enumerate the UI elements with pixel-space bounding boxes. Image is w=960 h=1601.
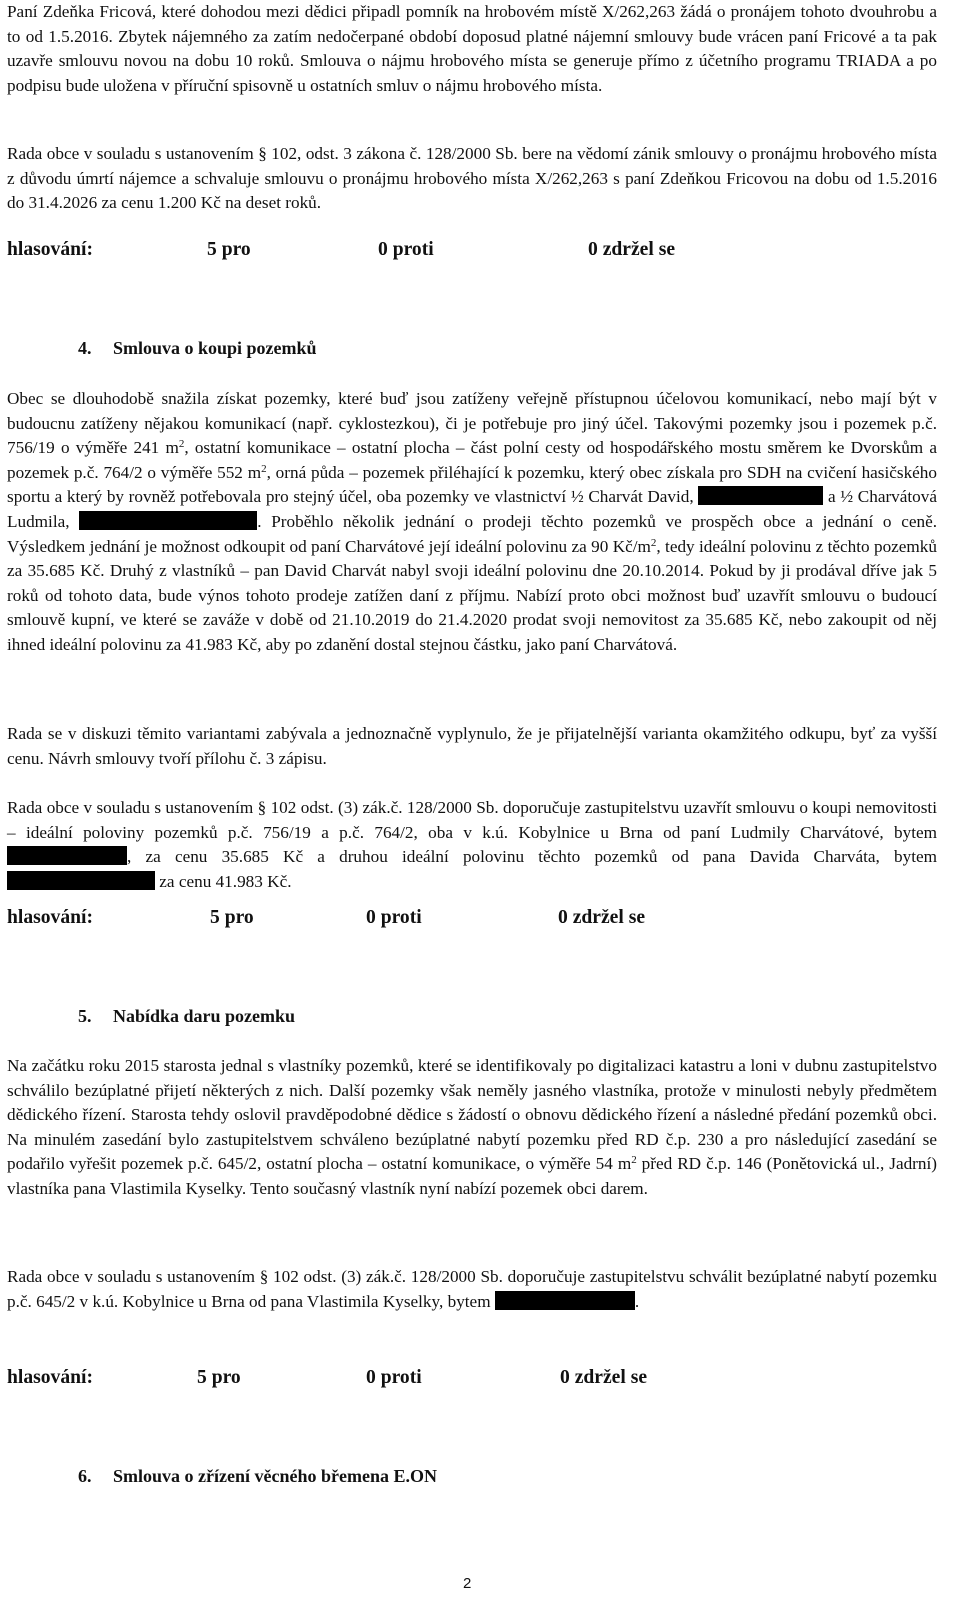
text-segment: , tedy ideální polovinu z těchto pozemků za 35.685 Kč. Druhý z vlastníků – pan David Charvát nabyl svoji ideální polovinu dne 20.10.2014. Pokud by ji prodával dříve jak 5 roků od tohoto data, bude výnos tohoto prodeje zatížen daní z příjmu. Nabízí proto obci možnost buď uzavřít smlouvu o budoucí smlouvě kupní, ve které se zaváže v době od 21.10.2019 do 21.4.2020 prodat svoji nemovitost za 35.685 Kč, nebo zakoupit od něj ihned ideální polovinu za 41.983 Kč, aby po zdanění dostal stejnou částku, jako paní Charvátová. — [7, 536, 937, 654]
vote-label: hlasování: — [7, 239, 94, 260]
text-segment: , orná půda – pozemek přiléhající k pozemku, který obec získala pro SDH na cvičení hasičského sportu a který by rovněž potřebovala pro stejný účel, oba pozemky ve vlastnictví ½ Charvát David, — [7, 462, 937, 507]
superscript: 2 — [650, 536, 657, 549]
text-segment: a ½ Charvátová Ludmila, — [7, 487, 938, 531]
text-segment: Rada obce v souladu s ustanovením § 102 odst. (3) zák.č. 128/2000 Sb. doporučuje zastupitelstvu schválit bezúplatné nabytí pozemku p.č. 645/2 v k.ú. Kobylnice u Brna od pana Vlastimila Kyselky, bytem — [7, 1267, 937, 1311]
text-segment: . — [634, 1291, 640, 1311]
paragraph-council-resolution-donation — [7, 1265, 937, 1314]
paragraph-land-purchase — [7, 387, 937, 658]
vote-pro: 5 pro — [197, 1367, 241, 1388]
superscript: 2 — [631, 1154, 637, 1167]
text-segment: Na začátku roku 2015 starosta jednal s vlastníky pozemků, které se identifikovaly po digitalizaci katastru a loni v dubnu zastupitelstvo schválilo bezúplatné přijetí některých z nich. Další pozemky však neměly jasného vlastníka, protože v minulosti nebyly předmětem dědického řízení. Starosta tehdy oslovil pravděpodobné dědice s žádostí o obnovu dědického řízení a následné předání pozemků obci. Na minulém zasedání bylo zastupitelstvem schváleno bezúplatné nabytí pozemku před RD č.p. 230 a pro následující zasedání se podařilo vyřešit pozemek p.č. 645/2, ostatní plocha – ostatní komunikace, o výměře 54 m — [7, 1056, 937, 1174]
section-title: Smlouva o koupi pozemků — [113, 338, 317, 358]
superscript: 2 — [178, 438, 185, 451]
redaction-bar — [79, 511, 257, 530]
section-title: Smlouva o zřízení věcného břemena E.ON — [113, 1466, 437, 1486]
redaction-bar — [7, 846, 127, 865]
vote-pro: 5 pro — [207, 239, 251, 260]
section-number: 4. — [78, 338, 92, 358]
text-segment: , ostatní komunikace – ostatní plocha – část polní cesty od hospodářského mostu směrem ke Dvorskům a pozemek p.č. 764/2 o výměře 552 m — [7, 438, 937, 482]
page-number: 2 — [463, 1575, 472, 1592]
text-segment: Obec se dlouhodobě snažila získat pozemky, které buď jsou zatíženy veřejně přístupnou účelovou komunikací, nebo mají být v budoucnu zatíženy nějakou komunikací (např. cyklostezkou), či je potřebuje pro jiný účel. Takovými pozemky jsou i pozemek p.č. 756/19 o výměře 241 m — [7, 389, 937, 458]
superscript: 2 — [261, 462, 267, 475]
paragraph-council-resolution-purchase — [7, 796, 937, 894]
vote-zdrzel: 0 zdržel se — [588, 239, 676, 260]
redaction-bar — [698, 486, 823, 505]
vote-zdrzel: 0 zdržel se — [558, 907, 646, 928]
vote-proti: 0 proti — [378, 239, 434, 260]
vote-proti: 0 proti — [366, 907, 422, 928]
vote-pro: 5 pro — [210, 907, 254, 928]
section-number: 6. — [78, 1466, 92, 1486]
text-segment: Rada obce v souladu s ustanovením § 102 odst. (3) zák.č. 128/2000 Sb. doporučuje zastupitelstvu uzavřít smlouvu o koupi nemovitosti – ideální poloviny pozemků p.č. 756/19 a p.č. 764/2, oba v k.ú. Kobylnice u Brna od paní Ludmily Charvátové, bytem — [7, 798, 937, 842]
paragraph-land-donation — [7, 1054, 937, 1202]
redaction-bar — [495, 1291, 635, 1310]
text-segment: , za cenu 35.685 Kč a druhou ideální polovinu těchto pozemků od pana Davida Charváta, bytem — [127, 847, 937, 867]
text-segment: . Proběhlo několik jednání o prodeji těchto pozemků ve prospěch obce a jednání o ceně. Výsledkem jednání je možnost odkoupit od paní Charvátové její ideální polovinu za 90 Kč/m — [7, 511, 937, 556]
text-segment: za cenu 41.983 Kč. — [155, 871, 292, 891]
paragraph-council-discussion: Rada se v diskuzi těmito variantami zabývala a jednoznačně vyplynulo, že je přijatelnější varianta okamžitého odkupu, byť za vyšší cenu. Návrh smlouvy tvoří přílohu č. 3 zápisu. — [7, 724, 937, 768]
paragraph-council-resolution-grave: Rada obce v souladu s ustanovením § 102, odst. 3 zákona č. 128/2000 Sb. bere na vědomí zánik smlouvy o pronájmu hrobového místa z důvodu úmrtí nájemce a schvaluje smlouvu o pronájmu hrobového místa X/262,263 s paní Zdeňkou Fricovou na dobu od 1.5.2016 do 31.4.2026 za cenu 1.200 Kč na deset roků. — [7, 144, 937, 213]
paragraph-fricova-request: Paní Zdeňka Fricová, které dohodou mezi dědici připadl pomník na hrobovém místě X/262,263 žádá o pronájem tohoto dvouhrobu a to od 1.5.2016. Zbytek nájemného za zatím nedočerpané období doposud platné nájemní smlouvy bude vrácen paní Fricové a ta pak uzavře smlouvu novou na dobu 10 roků. Smlouva o nájmu hrobového místa se generuje přímo z účetního programu TRIADA a po podpisu bude uložena v příruční spisovně u ostatních smluv o nájmu hrobového místa. — [7, 2, 937, 95]
redaction-bar — [7, 871, 155, 890]
vote-label: hlasování: — [7, 1367, 94, 1388]
text-segment: před RD č.p. 146 (Ponětovická ul., Jadrní) vlastníka pana Vlastimila Kyselky. Tento současný vlastník nyní nabízí pozemek obci darem. — [7, 1154, 937, 1198]
vote-proti: 0 proti — [366, 1367, 422, 1388]
vote-label: hlasování: — [7, 907, 94, 928]
section-number: 5. — [78, 1006, 92, 1026]
section-title: Nabídka daru pozemku — [113, 1006, 296, 1026]
vote-zdrzel: 0 zdržel se — [560, 1367, 648, 1388]
